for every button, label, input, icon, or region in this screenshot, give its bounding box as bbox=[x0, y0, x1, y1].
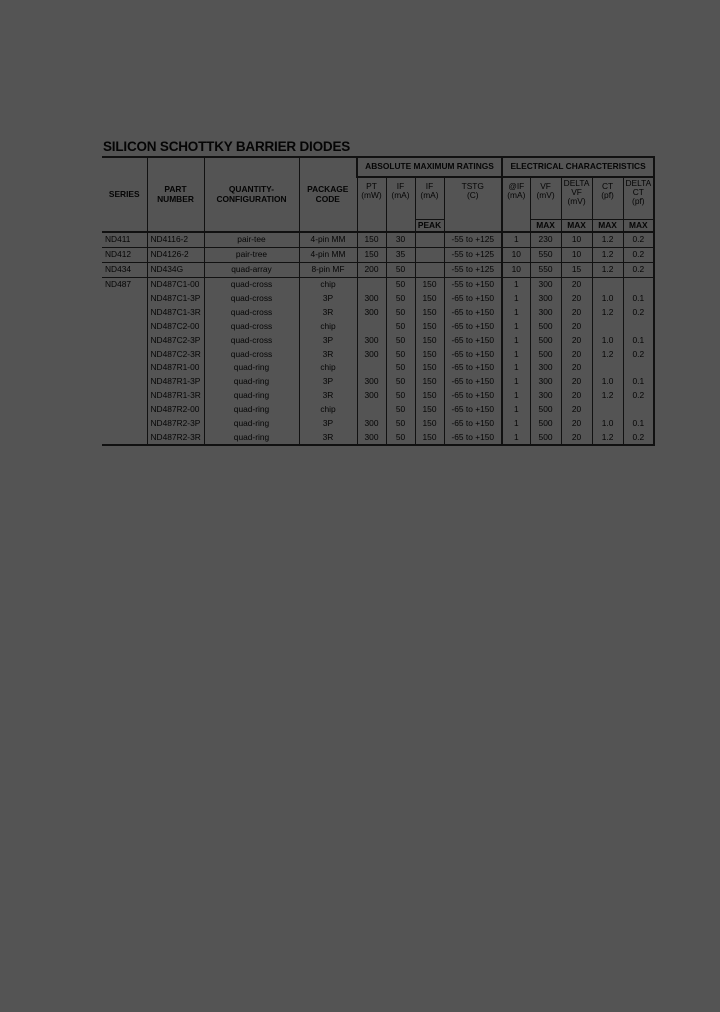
cell-package-code: 3P bbox=[299, 417, 357, 431]
cell-ct: 1.2 bbox=[592, 262, 623, 277]
cell-tstg: -65 to +150 bbox=[444, 403, 502, 417]
cell-ct: 1.2 bbox=[592, 347, 623, 361]
cell-series: ND487 bbox=[102, 277, 147, 291]
cell-delta-ct: 0.2 bbox=[623, 389, 654, 403]
cell-part-number: ND487R1-3R bbox=[147, 389, 204, 403]
cell-pt: 300 bbox=[357, 389, 386, 403]
cell-delta-vf: 15 bbox=[561, 262, 592, 277]
cell-tstg: -65 to +150 bbox=[444, 333, 502, 347]
cell-configuration: quad-ring bbox=[204, 389, 299, 403]
cell-part-number: ND487C1-00 bbox=[147, 277, 204, 291]
cell-if: 50 bbox=[386, 319, 415, 333]
cell-delta-ct: 0.2 bbox=[623, 262, 654, 277]
cell-series bbox=[102, 305, 147, 319]
cell-if-peak bbox=[415, 247, 444, 262]
cell-delta-vf: 20 bbox=[561, 430, 592, 445]
cell-at-if: 1 bbox=[502, 292, 530, 306]
cell-at-if: 1 bbox=[502, 333, 530, 347]
cell-if: 50 bbox=[386, 305, 415, 319]
header-tstg: TSTG (C) bbox=[444, 177, 502, 232]
header-delta-vf-max: MAX bbox=[561, 220, 592, 233]
table-row bbox=[102, 389, 654, 403]
cell-package-code: 3P bbox=[299, 375, 357, 389]
header-package-code: PACKAGE CODE bbox=[299, 157, 357, 232]
cell-if-peak: 150 bbox=[415, 277, 444, 291]
cell-configuration: quad-array bbox=[204, 262, 299, 277]
cell-ct: 1.2 bbox=[592, 389, 623, 403]
cell-tstg: -55 to +125 bbox=[444, 262, 502, 277]
cell-part-number: ND487C2-3R bbox=[147, 347, 204, 361]
cell-delta-vf: 20 bbox=[561, 403, 592, 417]
cell-vf: 500 bbox=[530, 430, 561, 445]
cell-pt bbox=[357, 361, 386, 375]
table-row bbox=[102, 403, 654, 417]
cell-if: 50 bbox=[386, 347, 415, 361]
cell-part-number: ND487R1-3P bbox=[147, 375, 204, 389]
cell-tstg: -65 to +150 bbox=[444, 417, 502, 431]
cell-if-peak bbox=[415, 232, 444, 247]
cell-delta-ct: 0.1 bbox=[623, 417, 654, 431]
cell-vf: 550 bbox=[530, 262, 561, 277]
cell-if: 50 bbox=[386, 361, 415, 375]
cell-configuration: quad-cross bbox=[204, 292, 299, 306]
cell-ct bbox=[592, 319, 623, 333]
cell-if: 50 bbox=[386, 403, 415, 417]
cell-tstg: -65 to +150 bbox=[444, 375, 502, 389]
cell-at-if: 10 bbox=[502, 262, 530, 277]
cell-vf: 300 bbox=[530, 389, 561, 403]
cell-package-code: chip bbox=[299, 319, 357, 333]
diode-spec-table bbox=[102, 156, 655, 446]
cell-delta-vf: 20 bbox=[561, 277, 592, 291]
cell-if-peak: 150 bbox=[415, 375, 444, 389]
cell-at-if: 1 bbox=[502, 305, 530, 319]
table-row bbox=[102, 430, 654, 445]
cell-vf: 500 bbox=[530, 417, 561, 431]
cell-pt: 300 bbox=[357, 292, 386, 306]
header-electrical-characteristics: ELECTRICAL CHARACTERISTICS bbox=[502, 157, 654, 177]
cell-ct: 1.0 bbox=[592, 375, 623, 389]
cell-package-code: 3R bbox=[299, 430, 357, 445]
cell-configuration: quad-ring bbox=[204, 375, 299, 389]
cell-vf: 500 bbox=[530, 319, 561, 333]
cell-pt bbox=[357, 277, 386, 291]
cell-tstg: -65 to +150 bbox=[444, 347, 502, 361]
cell-if-peak: 150 bbox=[415, 347, 444, 361]
cell-at-if: 1 bbox=[502, 347, 530, 361]
cell-pt: 200 bbox=[357, 262, 386, 277]
table-row bbox=[102, 319, 654, 333]
cell-tstg: -55 to +125 bbox=[444, 232, 502, 247]
cell-tstg: -65 to +150 bbox=[444, 292, 502, 306]
cell-series bbox=[102, 430, 147, 445]
cell-series: ND434 bbox=[102, 262, 147, 277]
cell-at-if: 1 bbox=[502, 319, 530, 333]
cell-tstg: -65 to +150 bbox=[444, 305, 502, 319]
cell-delta-ct: 0.2 bbox=[623, 430, 654, 445]
cell-configuration: quad-ring bbox=[204, 430, 299, 445]
cell-if-peak bbox=[415, 262, 444, 277]
cell-ct: 1.2 bbox=[592, 232, 623, 247]
header-absolute-maximum-ratings: ABSOLUTE MAXIMUM RATINGS bbox=[357, 157, 502, 177]
cell-if: 30 bbox=[386, 232, 415, 247]
cell-delta-vf: 20 bbox=[561, 375, 592, 389]
cell-delta-vf: 20 bbox=[561, 361, 592, 375]
cell-configuration: quad-ring bbox=[204, 361, 299, 375]
header-vf: VF (mV) bbox=[530, 177, 561, 220]
cell-if: 50 bbox=[386, 333, 415, 347]
cell-pt bbox=[357, 319, 386, 333]
cell-package-code: 8-pin MF bbox=[299, 262, 357, 277]
cell-part-number: ND487R1-00 bbox=[147, 361, 204, 375]
cell-tstg: -65 to +150 bbox=[444, 361, 502, 375]
cell-vf: 300 bbox=[530, 292, 561, 306]
cell-if: 50 bbox=[386, 417, 415, 431]
header-delta-ct: DELTA CT (pf) bbox=[623, 177, 654, 220]
header-quantity-configuration: QUANTITY- CONFIGURATION bbox=[204, 157, 299, 232]
cell-tstg: -65 to +150 bbox=[444, 319, 502, 333]
cell-package-code: chip bbox=[299, 277, 357, 291]
cell-delta-ct: 0.2 bbox=[623, 247, 654, 262]
cell-if-peak: 150 bbox=[415, 292, 444, 306]
cell-series bbox=[102, 403, 147, 417]
cell-if: 50 bbox=[386, 292, 415, 306]
cell-configuration: quad-cross bbox=[204, 319, 299, 333]
cell-tstg: -55 to +125 bbox=[444, 247, 502, 262]
cell-at-if: 1 bbox=[502, 417, 530, 431]
cell-delta-ct bbox=[623, 361, 654, 375]
cell-at-if: 1 bbox=[502, 277, 530, 291]
cell-vf: 300 bbox=[530, 375, 561, 389]
cell-vf: 300 bbox=[530, 361, 561, 375]
cell-pt: 150 bbox=[357, 232, 386, 247]
cell-part-number: ND487C2-3P bbox=[147, 333, 204, 347]
cell-series bbox=[102, 292, 147, 306]
cell-if-peak: 150 bbox=[415, 319, 444, 333]
cell-delta-ct bbox=[623, 319, 654, 333]
cell-delta-vf: 10 bbox=[561, 232, 592, 247]
cell-if-peak: 150 bbox=[415, 361, 444, 375]
cell-series bbox=[102, 361, 147, 375]
cell-pt: 300 bbox=[357, 333, 386, 347]
cell-series bbox=[102, 319, 147, 333]
cell-delta-ct: 0.2 bbox=[623, 305, 654, 319]
cell-vf: 500 bbox=[530, 347, 561, 361]
cell-ct: 1.2 bbox=[592, 430, 623, 445]
cell-pt: 300 bbox=[357, 305, 386, 319]
cell-vf: 230 bbox=[530, 232, 561, 247]
cell-configuration: quad-ring bbox=[204, 417, 299, 431]
cell-delta-ct: 0.1 bbox=[623, 333, 654, 347]
cell-series bbox=[102, 375, 147, 389]
cell-pt: 300 bbox=[357, 417, 386, 431]
cell-package-code: 3R bbox=[299, 347, 357, 361]
cell-pt: 300 bbox=[357, 430, 386, 445]
cell-delta-vf: 20 bbox=[561, 389, 592, 403]
cell-delta-vf: 20 bbox=[561, 319, 592, 333]
cell-ct: 1.0 bbox=[592, 333, 623, 347]
cell-configuration: quad-cross bbox=[204, 347, 299, 361]
cell-if: 50 bbox=[386, 375, 415, 389]
cell-if-peak: 150 bbox=[415, 389, 444, 403]
cell-delta-vf: 20 bbox=[561, 333, 592, 347]
cell-delta-ct: 0.2 bbox=[623, 347, 654, 361]
cell-delta-vf: 20 bbox=[561, 305, 592, 319]
cell-series: ND412 bbox=[102, 247, 147, 262]
cell-configuration: quad-ring bbox=[204, 403, 299, 417]
page-title: SILICON SCHOTTKY BARRIER DIODES bbox=[103, 139, 351, 154]
cell-pt: 300 bbox=[357, 375, 386, 389]
cell-part-number: ND487R2-00 bbox=[147, 403, 204, 417]
cell-ct: 1.2 bbox=[592, 305, 623, 319]
table-row bbox=[102, 333, 654, 347]
header-ct: CT (pf) bbox=[592, 177, 623, 220]
cell-configuration: quad-cross bbox=[204, 277, 299, 291]
cell-series bbox=[102, 347, 147, 361]
cell-part-number: ND487C1-3P bbox=[147, 292, 204, 306]
table-row bbox=[102, 232, 654, 247]
cell-ct: 1.0 bbox=[592, 417, 623, 431]
cell-delta-ct: 0.1 bbox=[623, 375, 654, 389]
cell-delta-vf: 20 bbox=[561, 417, 592, 431]
cell-package-code: chip bbox=[299, 361, 357, 375]
cell-delta-vf: 10 bbox=[561, 247, 592, 262]
table-row bbox=[102, 347, 654, 361]
cell-at-if: 1 bbox=[502, 389, 530, 403]
cell-package-code: 3R bbox=[299, 305, 357, 319]
cell-ct bbox=[592, 277, 623, 291]
cell-if: 50 bbox=[386, 389, 415, 403]
cell-vf: 550 bbox=[530, 247, 561, 262]
cell-series: ND411 bbox=[105, 234, 131, 245]
header-if-peak: IF (mA) bbox=[415, 177, 444, 220]
table-row bbox=[102, 375, 654, 389]
cell-if-peak: 150 bbox=[415, 430, 444, 445]
cell-if-peak: 150 bbox=[415, 333, 444, 347]
cell-series bbox=[102, 389, 147, 403]
cell-part-number: ND487R2-3R bbox=[147, 430, 204, 445]
cell-part-number: ND487C1-3R bbox=[147, 305, 204, 319]
cell-configuration: pair-tee bbox=[204, 232, 299, 247]
cell-delta-ct: 0.1 bbox=[623, 292, 654, 306]
cell-at-if: 1 bbox=[502, 375, 530, 389]
cell-ct bbox=[592, 403, 623, 417]
cell-package-code: 3R bbox=[299, 389, 357, 403]
cell-if-peak: 150 bbox=[415, 417, 444, 431]
cell-if: 35 bbox=[386, 247, 415, 262]
cell-delta-vf: 20 bbox=[561, 292, 592, 306]
cell-pt: 300 bbox=[357, 347, 386, 361]
cell-at-if: 1 bbox=[502, 232, 530, 247]
cell-tstg: -55 to +150 bbox=[444, 277, 502, 291]
header-delta-vf: DELTA VF (mV) bbox=[561, 177, 592, 220]
cell-if-peak: 150 bbox=[415, 403, 444, 417]
cell-pt: 150 bbox=[357, 247, 386, 262]
cell-at-if: 10 bbox=[502, 247, 530, 262]
cell-series bbox=[102, 333, 147, 347]
header-if: IF (mA) bbox=[386, 177, 415, 232]
table-row bbox=[102, 262, 654, 277]
cell-part-number: ND4126-2 bbox=[147, 247, 204, 262]
cell-vf: 300 bbox=[530, 305, 561, 319]
cell-package-code: 3P bbox=[299, 333, 357, 347]
cell-tstg: -65 to +150 bbox=[444, 389, 502, 403]
cell-configuration: pair-tree bbox=[204, 247, 299, 262]
table-row bbox=[102, 247, 654, 262]
cell-part-number: ND4116-2 bbox=[147, 232, 204, 247]
cell-at-if: 1 bbox=[502, 430, 530, 445]
cell-at-if: 1 bbox=[502, 403, 530, 417]
table-row bbox=[102, 277, 654, 291]
cell-vf: 500 bbox=[530, 403, 561, 417]
cell-delta-ct bbox=[623, 403, 654, 417]
table-row bbox=[102, 417, 654, 431]
table-row bbox=[102, 292, 654, 306]
header-at-if: @IF (mA) bbox=[502, 177, 530, 232]
cell-configuration: quad-cross bbox=[204, 333, 299, 347]
cell-ct: 1.0 bbox=[592, 292, 623, 306]
header-pt: PT (mW) bbox=[357, 177, 386, 232]
cell-part-number: ND487R2-3P bbox=[147, 417, 204, 431]
cell-vf: 300 bbox=[530, 277, 561, 291]
cell-package-code: chip bbox=[299, 403, 357, 417]
cell-delta-ct bbox=[623, 277, 654, 291]
header-part-number: PART NUMBER bbox=[147, 157, 204, 232]
cell-series bbox=[102, 417, 147, 431]
cell-package-code: 4-pin MM bbox=[299, 247, 357, 262]
header-peak-label: PEAK bbox=[415, 220, 444, 233]
table-row bbox=[102, 361, 654, 375]
cell-delta-ct: 0.2 bbox=[623, 232, 654, 247]
cell-tstg: -65 to +150 bbox=[444, 430, 502, 445]
table-body bbox=[102, 232, 654, 445]
header-series: SERIES bbox=[102, 157, 147, 232]
cell-ct: 1.2 bbox=[592, 247, 623, 262]
table-row bbox=[102, 305, 654, 319]
header-vf-max: MAX bbox=[530, 220, 561, 233]
cell-at-if: 1 bbox=[502, 361, 530, 375]
cell-if-peak: 150 bbox=[415, 305, 444, 319]
cell-package-code: 3P bbox=[299, 292, 357, 306]
cell-ct bbox=[592, 361, 623, 375]
cell-pt bbox=[357, 403, 386, 417]
cell-part-number: ND487C2-00 bbox=[147, 319, 204, 333]
cell-if: 50 bbox=[386, 430, 415, 445]
cell-configuration: quad-cross bbox=[204, 305, 299, 319]
cell-part-number: ND434G bbox=[147, 262, 204, 277]
cell-if: 50 bbox=[386, 262, 415, 277]
cell-if: 50 bbox=[386, 277, 415, 291]
header-delta-ct-max: MAX bbox=[623, 220, 654, 233]
cell-delta-vf: 20 bbox=[561, 347, 592, 361]
cell-vf: 500 bbox=[530, 333, 561, 347]
header-ct-max: MAX bbox=[592, 220, 623, 233]
cell-package-code: 4-pin MM bbox=[299, 232, 357, 247]
